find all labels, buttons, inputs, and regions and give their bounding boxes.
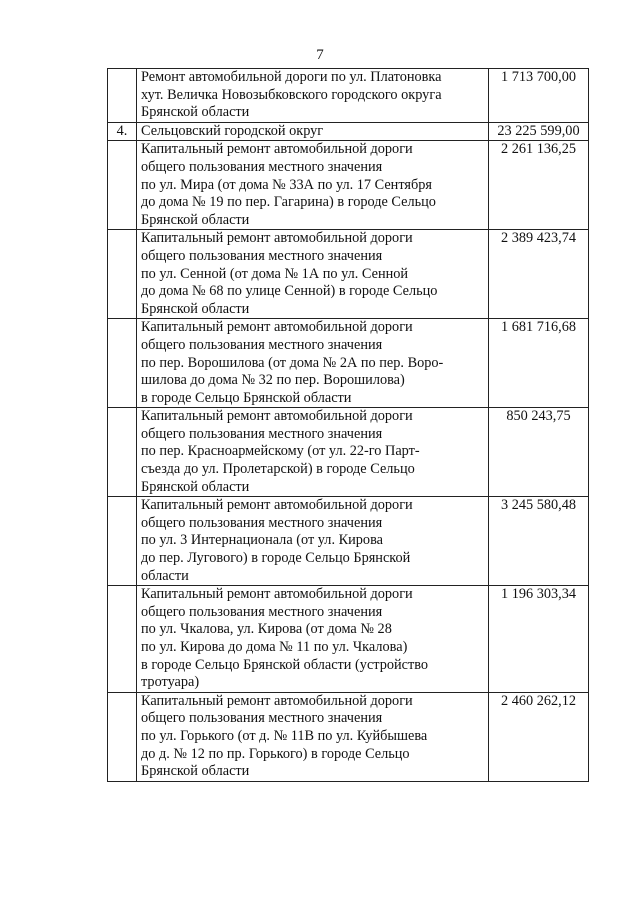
- table-row: [108, 586, 589, 693]
- table-row: [108, 497, 589, 586]
- row-number: [108, 319, 137, 408]
- row-amount: 2 389 423,74: [489, 230, 589, 319]
- row-description: Капитальный ремонт автомобильной дороги общего пользования местного значения по пер. Красноармейскому (от ул. 22-го Парт- съезда до ул. Пролетарской) в городе Сельцо Брянской области: [137, 408, 489, 497]
- row-description: Капитальный ремонт автомобильной дороги общего пользования местного значения по ул. 3 Интернационала (от ул. Кирова до пер. Лугового) в городе Сельцо Брянской области: [137, 497, 489, 586]
- row-amount: 2 261 136,25: [489, 141, 589, 230]
- page-number: 7: [316, 47, 324, 63]
- row-description: Капитальный ремонт автомобильной дороги общего пользования местного значения по ул. Сенной (от дома № 1А по ул. Сенной до дома № 68 по улице Сенной) в городе Сельцо Брянской области: [137, 230, 489, 319]
- row-number: [108, 586, 137, 693]
- row-number: [108, 497, 137, 586]
- row-amount: 1 713 700,00: [489, 69, 589, 123]
- table-row: [108, 122, 589, 141]
- table-row: [108, 319, 589, 408]
- row-number: [108, 69, 137, 123]
- row-description: Ремонт автомобильной дороги по ул. Платоновка хут. Величка Новозыбковского городского округа Брянской области: [137, 69, 489, 123]
- row-number: [108, 692, 137, 781]
- row-amount: 2 460 262,12: [489, 692, 589, 781]
- row-description: Капитальный ремонт автомобильной дороги общего пользования местного значения по ул. Мира (от дома № 33А по ул. 17 Сентября до дома № 19 по пер. Гагарина) в городе Сельцо Брянской области: [137, 141, 489, 230]
- row-description: Капитальный ремонт автомобильной дороги общего пользования местного значения по пер. Ворошилова (от дома № 2А по пер. Воро- шилова до дома № 32 по пер. Ворошилова) в городе Сельцо Брянской области: [137, 319, 489, 408]
- row-number: 4.: [108, 122, 137, 141]
- table-row: [108, 230, 589, 319]
- row-number: [108, 230, 137, 319]
- table-row: [108, 408, 589, 497]
- row-amount: 1 681 716,68: [489, 319, 589, 408]
- table-row: [108, 141, 589, 230]
- row-number: [108, 141, 137, 230]
- row-number: [108, 408, 137, 497]
- row-amount: 23 225 599,00: [489, 122, 589, 141]
- table-row: [108, 69, 589, 123]
- row-description: Капитальный ремонт автомобильной дороги общего пользования местного значения по ул. Чкалова, ул. Кирова (от дома № 28 по ул. Кирова до дома № 11 по ул. Чкалова) в городе Сельцо Брянской области (устройство тротуара): [137, 586, 489, 693]
- row-amount: 1 196 303,34: [489, 586, 589, 693]
- row-description: Капитальный ремонт автомобильной дороги общего пользования местного значения по ул. Горького (от д. № 11В по ул. Куйбышева до д. № 12 по пр. Горького) в городе Сельцо Брянской области: [137, 692, 489, 781]
- row-amount: 850 243,75: [489, 408, 589, 497]
- row-description: Сельцовский городской округ: [137, 122, 489, 141]
- row-amount: 3 245 580,48: [489, 497, 589, 586]
- budget-table: [107, 68, 589, 782]
- table-row: [108, 692, 589, 781]
